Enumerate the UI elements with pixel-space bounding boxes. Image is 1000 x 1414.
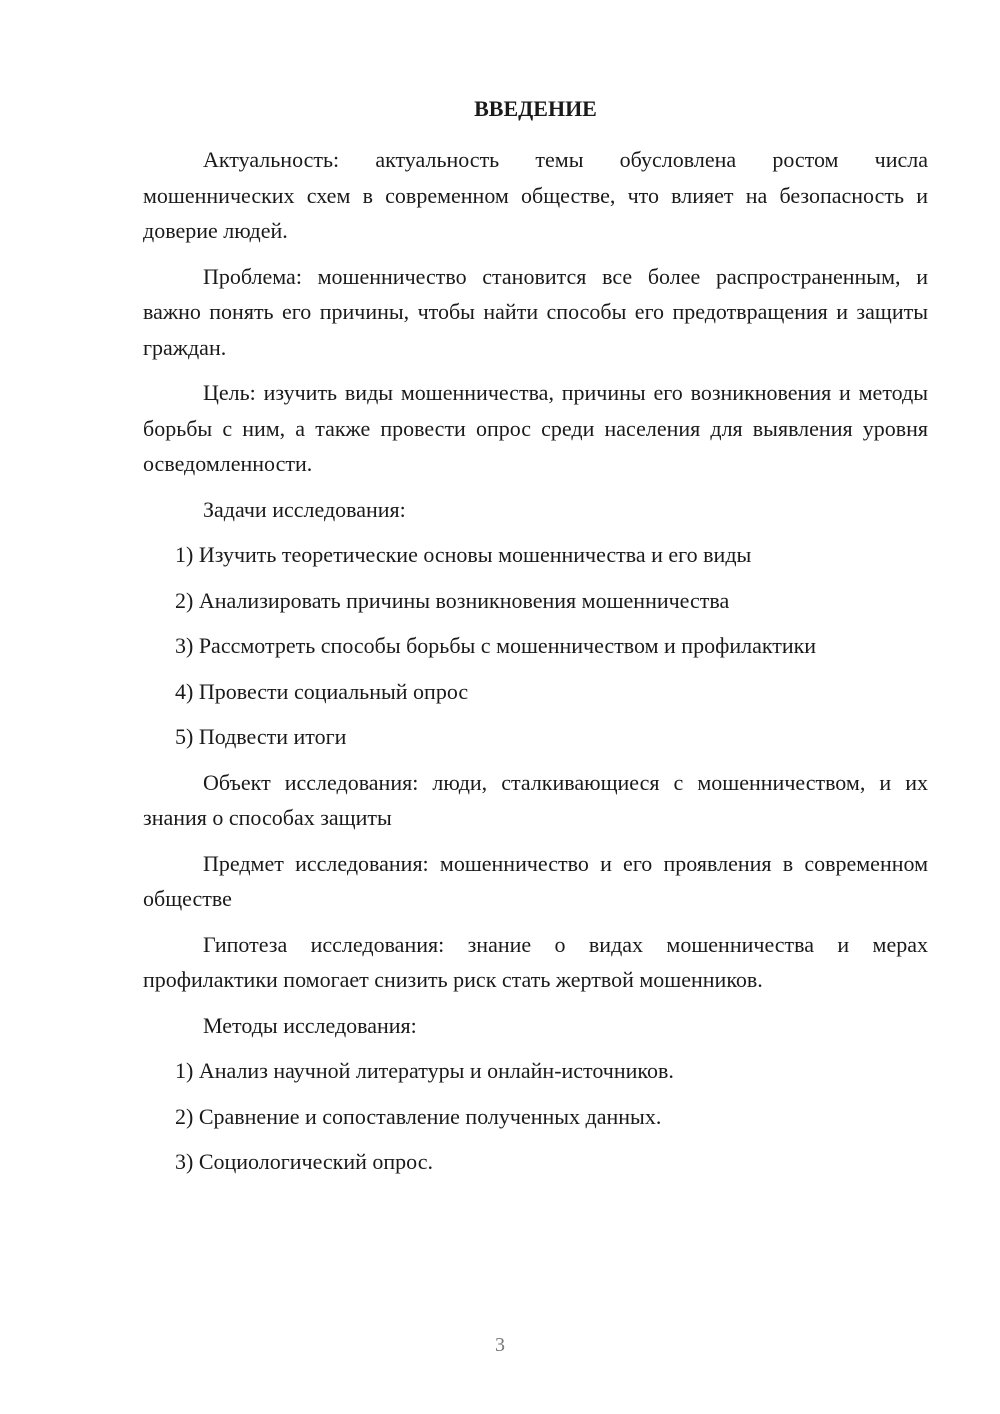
relevance-paragraph: Актуальность: актуальность темы обусловлена ростом числа мошеннических схем в современном обществе, что влияет на безопасность и доверие людей. [143,147,928,243]
goal-paragraph: Цель: изучить виды мошенничества, причины его возникновения и методы борьбы с ним, а также провести опрос среди населения для выявления уровня осведомленности. [143,380,928,476]
page-title: ВВЕДЕНИЕ [474,96,597,121]
methods-heading: Методы исследования: [203,1012,417,1038]
tasks-heading: Задачи исследования: [203,496,406,522]
subject-paragraph: Предмет исследования: мошенничество и его проявления в современном обществе [143,850,928,911]
hypothesis-paragraph: Гипотеза исследования: знание о видах мошенничества и мерах профилактики помогает снизить риск стать жертвой мошенников. [143,931,928,992]
task-item: 3) Рассмотреть способы борьбы с мошенничеством и профилактики [175,633,817,658]
page-number: 3 [495,1334,505,1356]
object-paragraph: Объект исследования: люди, сталкивающиеся с мошенничеством, и их знания о способах защиты [143,769,928,830]
method-item: 3) Социологический опрос. [175,1149,433,1174]
task-item: 2) Анализировать причины возникновения мошенничества [175,587,730,613]
task-item: 4) Провести социальный опрос [175,678,469,704]
task-item: 5) Подвести итоги [175,724,347,749]
problem-paragraph: Проблема: мошенничество становится все более распространенным, и важно понять его причины, чтобы найти способы его предотвращения и защиты граждан. [143,263,928,360]
method-item: 2) Сравнение и сопоставление полученных данных. [175,1103,662,1129]
task-item: 1) Изучить теоретические основы мошенничества и его виды [175,542,752,567]
method-item: 1) Анализ научной литературы и онлайн-источников. [175,1058,674,1083]
body-text [143,142,928,1180]
